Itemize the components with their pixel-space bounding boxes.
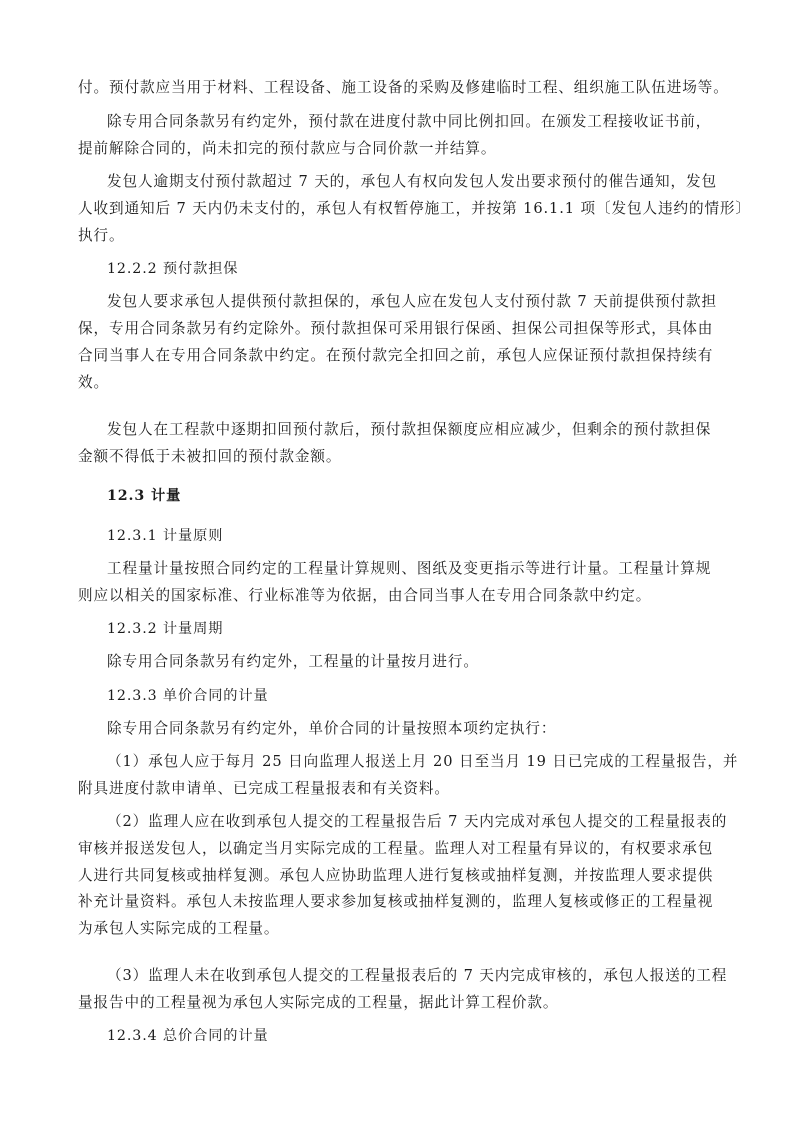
- paragraph-line: 为承包人实际完成的工程量。: [78, 920, 280, 937]
- section-heading-12-3-4: 12.3.4 总价合同的计量: [107, 1028, 269, 1044]
- paragraph-line: 付。预付款应当用于材料、工程设备、施工设备的采购及修建临时工程、组织施工队伍进场等。: [78, 79, 729, 96]
- paragraph-line: 发包人在工程款中逐期扣回预付款后，预付款担保额度应相应减少，但剩余的预付款担保: [107, 421, 712, 438]
- section-heading-12-3-2: 12.3.2 计量周期: [107, 621, 224, 637]
- paragraph-line: 除专用合同条款另有约定外，预付款在进度付款中同比例扣回。在颁发工程接收证书前，: [107, 113, 712, 130]
- paragraph-line: 合同当事人在专用合同条款中约定。在预付款完全扣回之前，承包人应保证预付款担保持续有: [78, 347, 714, 364]
- paragraph-line: 除专用合同条款另有约定外，工程量的计量按月进行。: [107, 653, 479, 670]
- section-heading-12-3: 12.3 计量: [107, 488, 182, 504]
- paragraph-line: 执行。: [78, 227, 125, 244]
- paragraph-line: 人进行共同复核或抽样复测。承包人应协助监理人进行复核或抽样复测，并按监理人要求提供: [78, 867, 714, 884]
- paragraph-line: 发包人逾期支付预付款超过 7 天的，承包人有权向发包人发出要求预付的催告通知，发包: [107, 173, 718, 190]
- paragraph-line: 除专用合同条款另有约定外，单价合同的计量按照本项约定执行：: [107, 720, 557, 737]
- paragraph-line: 保，专用合同条款另有约定除外。预付款担保可采用银行保函、担保公司担保等形式，具体由: [78, 320, 714, 337]
- section-heading-12-2-2: 12.2.2 预付款担保: [107, 261, 239, 277]
- paragraph-line: 提前解除合同的，尚未扣完的预付款应与合同价款一并结算。: [78, 140, 497, 157]
- paragraph-line: 量报告中的工程量视为承包人实际完成的工程量，据此计算工程价款。: [78, 994, 559, 1011]
- paragraph-line: 补充计量资料。承包人未按监理人要求参加复核或抽样复测的，监理人复核或修正的工程量视: [78, 893, 714, 910]
- paragraph-line: 发包人要求承包人提供预付款担保的，承包人应在发包人支付预付款 7 天前提供预付款担: [107, 293, 718, 310]
- paragraph-line: 人收到通知后 7 天内仍未支付的，承包人有权暂停施工，并按第 16.1.1 项〔发包人违约的情形〕: [78, 200, 751, 217]
- paragraph-line: 审核并报送发包人，以确定当月实际完成的工程量。监理人对工程量有异议的，有权要求承包: [78, 840, 714, 857]
- paragraph-line: 金额不得低于未被扣回的预付款金额。: [78, 448, 342, 465]
- list-item-3: （3）监理人未在收到承包人提交的工程量报表后的 7 天内完成审核的，承包人报送的工程: [107, 967, 728, 984]
- section-heading-12-3-1: 12.3.1 计量原则: [107, 528, 224, 544]
- paragraph-line: 效。: [78, 374, 109, 391]
- section-heading-12-3-3: 12.3.3 单价合同的计量: [107, 688, 269, 704]
- paragraph-line: 附具进度付款申请单、已完成工程量报表和有关资料。: [78, 780, 450, 797]
- paragraph-line: 工程量计量按照合同约定的工程量计算规则、图纸及变更指示等进行计量。工程量计算规: [107, 560, 712, 577]
- paragraph-line: 则应以相关的国家标准、行业标准等为依据，由合同当事人在专用合同条款中约定。: [78, 587, 652, 604]
- list-item-2: （2）监理人应在收到承包人提交的工程量报告后 7 天内完成对承包人提交的工程量报表的: [107, 813, 728, 830]
- list-item-1: （1）承包人应于每月 25 日向监理人报送上月 20 日至当月 19 日已完成的工程量报告，并: [107, 753, 739, 770]
